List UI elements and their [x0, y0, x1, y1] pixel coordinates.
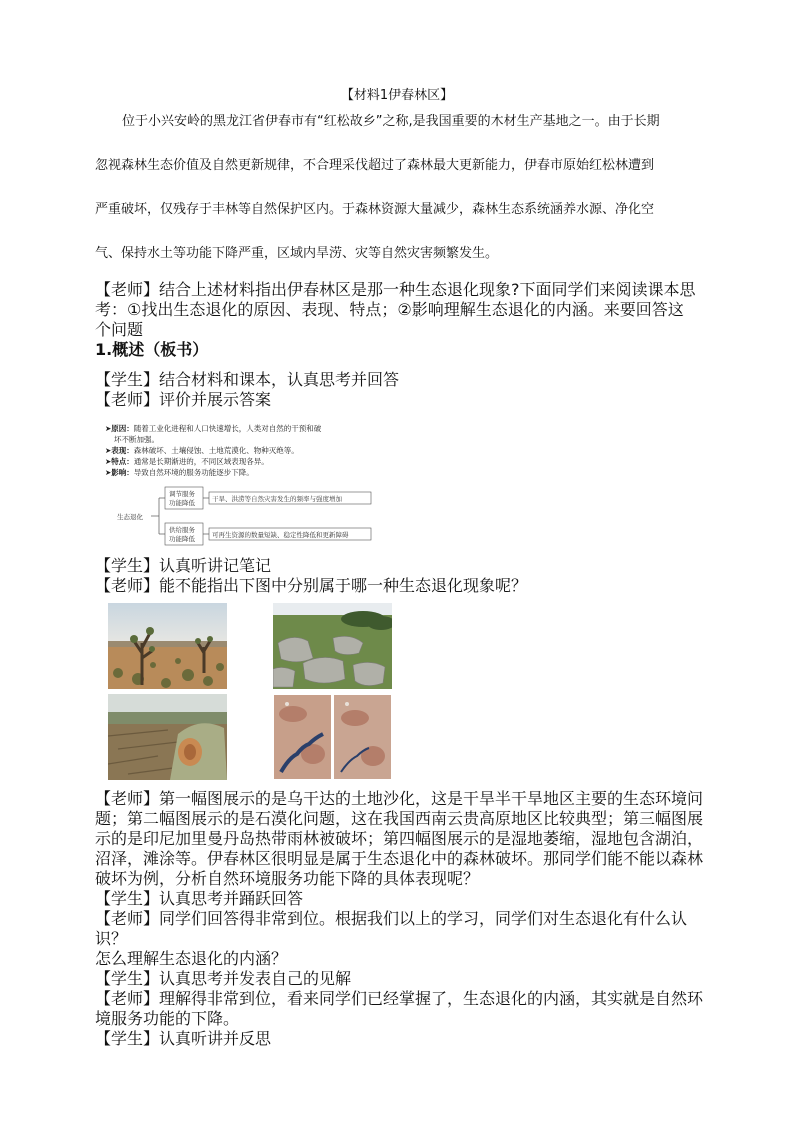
- text-line: 【老师】理解得非常到位，看来同学们已经掌握了，生态退化的内涵，其实就是自然环: [95, 989, 704, 1008]
- text-line: 【老师】同学们回答得非常到位。根据我们以上的学习，同学们对生态退化有什么认识？: [95, 909, 688, 948]
- show-label: 表现：: [111, 446, 134, 455]
- cause-label: 原因：: [111, 424, 134, 433]
- branch2-result: 可再生资源的数量短缺、稳定性降低和更新障碍: [212, 531, 349, 539]
- desert-photo: [108, 603, 227, 689]
- text-line: 【老师】结合上述材料指出伊春林区是那一种生态退化现象?下面同学们来阅读课本思: [95, 280, 696, 299]
- answer-figure: [105, 423, 405, 548]
- text-line: 【学生】认真思考并发表自己的见解: [95, 969, 352, 988]
- feature-label: 特点：: [111, 457, 134, 466]
- text-line: 沼泽，滩涂等。伊春林区很明显是属于生态退化中的森林破坏。那同学们能不能以森林: [95, 849, 704, 868]
- dialog-block: [95, 370, 705, 410]
- text-line: 个问题: [95, 320, 144, 339]
- tree-root: 生态退化: [117, 513, 143, 521]
- material-line: 忽视森林生态价值及自然更新规律，不合理采伐超过了森林最大更新能力，伊春市原始红松林遭到: [95, 158, 655, 173]
- material-paragraph: [95, 100, 707, 276]
- text-line: 考：①找出生态退化的原因、表现、特点；②影响理解生态退化的内涵。来要回答这: [95, 300, 684, 319]
- arrow-icon: ➤: [105, 424, 112, 433]
- arrow-icon: ➤: [105, 446, 112, 455]
- branch1-result: 干旱、洪涝等自然灾害发生的频率与强度增加: [212, 495, 342, 503]
- text-line: 题；第二幅图展示的是石漠化问题，这在我国西南云贵高原地区比较典型；第三幅图展: [95, 809, 704, 828]
- material-line: 气、保持水土等功能下降严重，区域内旱涝、灾等自然灾害频繁发生。: [95, 246, 499, 261]
- section-heading: 1.概述（板书）: [95, 340, 209, 359]
- arrow-icon: ➤: [105, 457, 112, 466]
- text-line: 境服务功能的下降。: [95, 1009, 240, 1028]
- material-line: 位于小兴安岭的黑龙江省伊春市有“红松故乡”之称,是我国重要的木材生产基地之一。由于长期: [122, 114, 660, 129]
- branch1-label-b: 功能降低: [169, 499, 195, 507]
- text-line: 怎么理解生态退化的内涵？: [95, 949, 288, 968]
- effect-label: 影响：: [111, 468, 134, 477]
- show-text: 森林破坏、土壤侵蚀、土地荒漠化、物种灭绝等。: [133, 446, 299, 455]
- material-title: 【材料1伊春林区】: [340, 88, 454, 103]
- text-line: 【学生】认真思考并踊跃回答: [95, 889, 304, 908]
- wetland-photo: [273, 694, 392, 780]
- dialog-block: [95, 556, 705, 596]
- text-line: 【老师】评价并展示答案: [95, 390, 272, 409]
- text-line: 【老师】第一幅图展示的是乌干达的土地沙化，这是干旱半干旱地区主要的生态环境问: [95, 789, 704, 808]
- text-line: 【学生】认真听讲记笔记: [95, 556, 272, 575]
- branch2-label-a: 供给服务: [169, 526, 195, 534]
- branch2-label-b: 功能降低: [169, 535, 195, 543]
- text-line: 【学生】认真听讲并反思: [95, 1029, 272, 1048]
- feature-text: 通常是长期渐进的，不同区域表现各异。: [133, 457, 269, 466]
- effect-text: 导致自然环境的服务功能逐步下降。: [133, 468, 254, 477]
- arrow-icon: ➤: [105, 468, 112, 477]
- deforestation-photo: [108, 694, 227, 780]
- karst-photo: [273, 603, 392, 689]
- branch1-label-a: 调节服务: [169, 490, 195, 498]
- text-line: 【学生】结合材料和课本，认真思考并回答: [95, 370, 400, 389]
- cause-text: 随着工业化进程和人口快速增长，人类对自然的干预和破: [133, 424, 322, 433]
- cause-text-cont: 坏不断加强。: [114, 435, 159, 444]
- dialog-block: [95, 789, 705, 1049]
- material-line: 严重破坏，仅残存于丰林等自然保护区内。于森林资源大量减少，森林生态系统涵养水源、净化空: [95, 202, 655, 217]
- teacher-question: [95, 280, 705, 360]
- text-line: 破坏为例，分析自然环境服务功能下降的具体表现呢？: [95, 869, 480, 888]
- text-line: 【老师】能不能指出下图中分别属于哪一种生态退化现象呢？: [95, 576, 528, 595]
- concept-tree: [105, 478, 405, 548]
- text-line: 示的是印尼加里曼丹岛热带雨林被破坏；第四幅图展示的是湿地萎缩，湿地包含湖泊，: [95, 829, 704, 848]
